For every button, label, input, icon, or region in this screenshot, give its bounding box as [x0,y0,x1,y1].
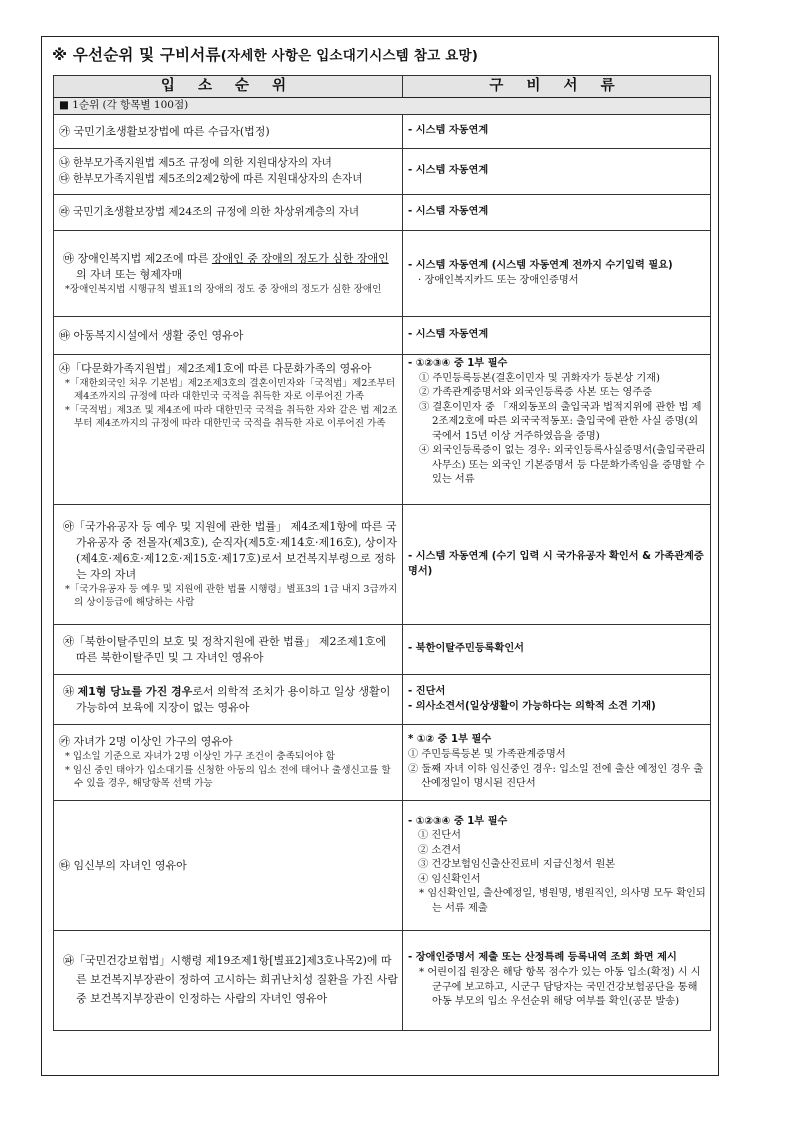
documents-cell: - ①②③④ 중 1부 필수 ① 주민등록등본(결혼이민자 및 귀화자가 등본상 기재) ② 가족관계증명서와 외국인등록증 사본 또는 영주증 ③ 결혼이민자 중 「재외동포의 출입국과 법적지위에 관한 법 제2조제2호에 따른 외국국적동포: 출입국에 관한 사실 증명(외국에서 15년 이상 거주하였음을 증명) ④ 외국인등록증이 없는 경우: 외국인등록사실증명서(출입국관리사무소) 또는 외국인 기본증명서 등 다문화가족임을 증명할 수 있는 서류 [403,355,711,505]
table-row [54,625,711,675]
document-frame [41,36,719,1076]
table-row [54,149,711,195]
table-row [54,505,711,625]
table-row [54,725,711,801]
documents-cell: - 진단서 - 의사소견서(일상생활이 가능하다는 의학적 소견 기재) [403,675,711,725]
table-row [54,801,711,931]
table-header [54,76,711,98]
priority-cell: ㉺「국민건강보험법」시행령 제19조제1항[별표2]제3호나목2)에 따른 보건복지부장관이 정하여 고시하는 희귀난치성 질환을 가진 사람 중 보건복지부장관이 인정하는 사람의 자녀인 영유아 [54,931,403,1031]
priority-cell: ㉮ 국민기초생활보장법에 따른 수급자(법정) [54,115,403,149]
page-title: ※ 우선순위 및 구비서류(자세한 사항은 입소대기시스템 참고 요망) [52,46,479,64]
priority-cell: ㉸ 자녀가 2명 이상인 가구의 영유아 * 입소일 기준으로 자녀가 2명 이상인 가구 조건이 충족되어야 함 * 임신 중인 태아가 입소대기를 신청한 아동의 입소 전에 태어나 출생신고를 할 수 있을 경우, 해당항목 선택 가능 [54,725,403,801]
documents-cell: - 장애인증명서 제출 또는 산정특례 등록내역 조회 화면 제시 * 어린이집 원장은 해당 항목 점수가 있는 아동 입소(확정) 시 시군구에 보고하고, 시군구 담당자는 국민건강보험공단을 통해 아동 부모의 입소 우선순위 해당 여부를 확인(공문 발송) [403,931,711,1031]
priority-cell: ㉲ 장애인복지법 제2조에 따른 장애인 중 장애의 정도가 심한 장애인의 자녀 또는 형제자매 *장애인복지법 시행규칙 별표1의 장애의 정도 중 장애의 정도가 심한 장애인 [54,231,403,317]
priority-table [53,75,711,1031]
table-row [54,675,711,725]
priority-cell: ㉵「국가유공자 등 예우 및 지원에 관한 법률」 제4조제1항에 따른 국가유공자 중 전몰자(제3호), 순직자(제5호·제14호·제16호), 상이자(제4호·제6호·제12호·제15호·제17호)로서 보건복지부령으로 정하는 자의 자녀 *「국가유공자 등 예우 및 지원에 관한 법률 시행령」별표3의 1급 내지 3급까지의 상이등급에 해당하는 사람 [54,505,403,625]
section-label: ■ 1순위 (각 항목별 100점) [54,98,711,115]
priority-cell: ㉳ 아동복지시설에서 생활 중인 영유아 [54,317,403,355]
documents-cell: - ①②③④ 중 1부 필수 ① 진단서 ② 소견서 ③ 건강보험임신출산진료비 지급신청서 원본 ④ 임신확인서 * 임신확인일, 출산예정일, 병원명, 병원직인, 의사명 모두 확인되는 서류 제출 [403,801,711,931]
priority-header: 입 소 순 위 [54,76,403,98]
priority-cell: ㉯ 한부모가족지원법 제5조 규정에 의한 지원대상자의 자녀 ㉰ 한부모가족지원법 제5조의2제2항에 따른 지원대상자의 손자녀 [54,149,403,195]
documents-cell: * ①② 중 1부 필수 ① 주민등록등본 및 가족관계증명서 ② 둘째 자녀 이하 임신중인 경우: 입소일 전에 출산 예정인 경우 출산예정일이 명시된 진단서 [403,725,711,801]
table-row [54,355,711,505]
priority-cell: ㉹ 임신부의 자녀인 영유아 [54,801,403,931]
documents-cell: - 시스템 자동연계 [403,317,711,355]
table-row [54,115,711,149]
table-row [54,195,711,231]
documents-cell: - 시스템 자동연계 (시스템 자동연계 전까지 수기입력 필요) · 장애인복지카드 또는 장애인증명서 [403,231,711,317]
table-row [54,231,711,317]
priority-cell: ㉴「다문화가족지원법」제2조제1호에 따른 다문화가족의 영유아 *「재한외국인 처우 기본법」제2조제3호의 결혼이민자와「국적법」제2조부터 제4조까지의 규정에 따라 대한민국 국적을 취득한 자로 이루어진 가족 *「국적법」제3조 및 제4조에 따라 대한민국 국적을 취득한 자와 같은 법 제2조부터 제4조까지의 규정에 따라 대한민국 국적을 취득한 자로 이루어진 가족 [54,355,403,505]
documents-cell: - 시스템 자동연계 (수기 입력 시 국가유공자 확인서 & 가족관계증명서) [403,505,711,625]
priority-cell: ㉱ 국민기초생활보장법 제24조의 규정에 의한 차상위계층의 자녀 [54,195,403,231]
priority-cell: ㉷ 제1형 당뇨를 가진 경우로서 의학적 조치가 용이하고 일상 생활이 가능하여 보육에 지장이 없는 영유아 [54,675,403,725]
table-row [54,317,711,355]
documents-cell: - 시스템 자동연계 [403,115,711,149]
priority-cell: ㉶「북한이탈주민의 보호 및 정착지원에 관한 법률」 제2조제1호에 따른 북한이탈주민 및 그 자녀인 영유아 [54,625,403,675]
documents-cell: - 시스템 자동연계 [403,195,711,231]
table-row [54,931,711,1031]
documents-cell: - 시스템 자동연계 [403,149,711,195]
documents-cell: - 북한이탈주민등록확인서 [403,625,711,675]
documents-header: 구 비 서 류 [403,76,711,98]
